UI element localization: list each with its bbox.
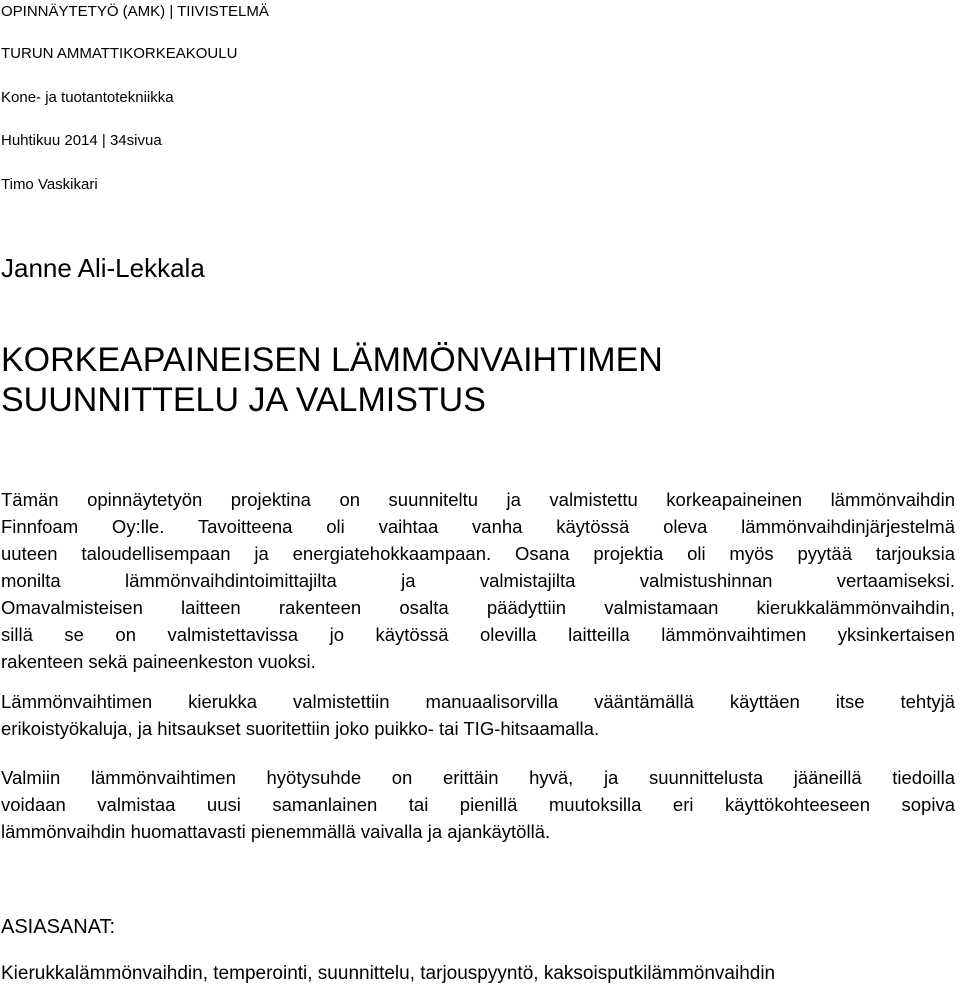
author-name: Janne Ali-Lekkala <box>1 253 205 283</box>
abstract-p1-line: Omavalmisteisen laitteen rakenteen osalta päädyttiin valmistamaan kierukkalämmönvaihdin, <box>1 597 955 618</box>
abstract-p1-line: uuteen taloudellisempaan ja energiatehokkaampaan. Osana projektia oli myös pyytää tarjouksia <box>1 543 955 564</box>
degree-programme: Kone- ja tuotantotekniikka <box>1 89 174 106</box>
school-name: TURUN AMMATTIKORKEAKOULU <box>1 45 238 62</box>
date-and-pages: Huhtikuu 2014 | 34sivua <box>1 132 162 149</box>
abstract-p1-line: sillä se on valmistettavissa jo käytössä olevilla laitteilla lämmönvaihtimen yksinkertaisen <box>1 624 955 645</box>
abstract-paragraph-2 <box>1 688 955 742</box>
abstract-paragraph-3 <box>1 764 955 845</box>
instructor-name: Timo Vaskikari <box>1 176 98 193</box>
keywords-label: ASIASANAT: <box>1 916 116 938</box>
abstract-p1-line: Tämän opinnäytetyön projektina on suunniteltu ja valmistettu korkeapaineinen lämmönvaihdin <box>1 489 955 510</box>
keywords-list: Kierukkalämmönvaihdin, temperointi, suunnittelu, tarjouspyyntö, kaksoisputkilämmönvaihdin <box>1 963 776 984</box>
thesis-title-line-2: SUUNNITTELU JA VALMISTUS <box>1 381 486 419</box>
abstract-p1-line: Finnfoam Oy:lle. Tavoitteena oli vaihtaa vanha käytössä oleva lämmönvaihdinjärjestelmä <box>1 516 955 537</box>
abstract-p1-line: monilta lämmönvaihdintoimittajilta ja valmistajilta valmistushinnan vertaamiseksi. <box>1 570 955 591</box>
abstract-p3-line: lämmönvaihdin huomattavasti pienemmällä vaivalla ja ajankäytöllä. <box>1 821 551 842</box>
document-type-label: OPINNÄYTETYÖ (AMK) | TIIVISTELMÄ <box>1 3 269 20</box>
abstract-paragraph-1 <box>1 486 955 675</box>
abstract-p3-line: voidaan valmistaa uusi samanlainen tai pienillä muutoksilla eri käyttökohteeseen sopiva <box>1 794 955 815</box>
thesis-title <box>1 340 663 420</box>
abstract-p2-line: erikoistyökaluja, ja hitsaukset suoritettiin joko puikko- tai TIG-hitsaamalla. <box>1 718 600 739</box>
abstract-p2-line: Lämmönvaihtimen kierukka valmistettiin manuaalisorvilla vääntämällä käyttäen itse tehtyjä <box>1 691 955 712</box>
thesis-title-line-1: KORKEAPAINEISEN LÄMMÖNVAIHTIMEN <box>1 341 663 379</box>
abstract-p1-line: rakenteen sekä paineenkeston vuoksi. <box>1 651 316 672</box>
abstract-p3-line: Valmiin lämmönvaihtimen hyötysuhde on erittäin hyvä, ja suunnittelusta jääneillä tiedoilla <box>1 767 955 788</box>
